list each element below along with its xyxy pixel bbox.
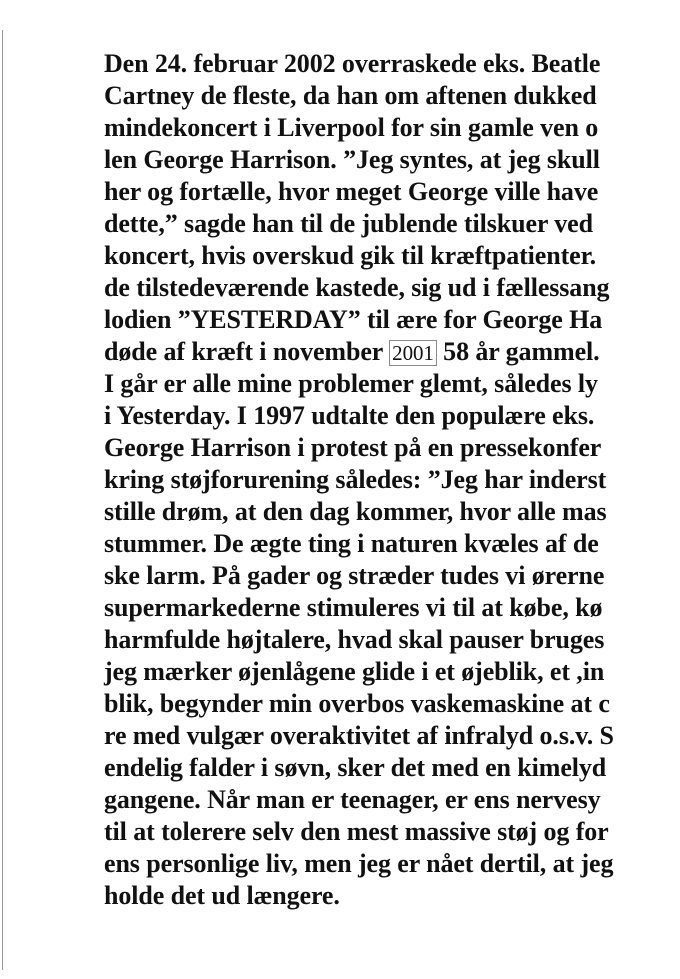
- text-line: i Yesterday. I 1997 udtalte den populære eks.: [104, 401, 595, 430]
- text-line: koncert, hvis overskud gik til kræftpatienter.: [104, 241, 597, 270]
- text-line: mindekoncert i Liverpool for sin gamle ven o: [104, 113, 599, 142]
- text-line: til at tolerere selv den mest massive støj og for: [104, 817, 609, 846]
- text-line: endelig falder i søvn, sker det med en kimelyd: [104, 753, 607, 782]
- text-line: Cartney de fleste, da han om aftenen dukked: [104, 81, 597, 110]
- text-line: gangene. Når man er teenager, er ens nervesy: [104, 785, 601, 814]
- text-line: ske larm. På gader og stræder tudes vi ørerne: [104, 561, 605, 590]
- text-line: Den 24. februar 2002 overraskede eks. Beatle: [104, 49, 601, 78]
- text-line: George Harrison i protest på en pressekonfer: [104, 433, 602, 462]
- scan-edge-line: [2, 30, 3, 970]
- text-line: re med vulgær overaktivitet af infralyd o.s.v. S: [104, 721, 614, 750]
- text-line: ens personlige liv, men jeg er nået dertil, at jeg: [104, 849, 614, 878]
- text-line: jeg mærker øjenlågene glide i et øjeblik, et ,in: [104, 657, 605, 686]
- text-line: stummer. De ægte ting i naturen kvæles af de: [104, 529, 599, 558]
- text-line: lodien ”YESTERDAY” til ære for George Ha: [104, 305, 603, 334]
- text-line-with-year-mark: [104, 336, 614, 368]
- text-line: stille drøm, at den dag kommer, hvor alle mas: [104, 497, 607, 526]
- text-line: dette,” sagde han til de jublende tilskuer ved: [104, 209, 593, 238]
- text-fragment: 58 år gammel.: [436, 337, 600, 366]
- text-line: kring støjforurening således: ”Jeg har inderst: [104, 465, 607, 494]
- text-line: blik, begynder min overbos vaskemaskine at c: [104, 689, 610, 718]
- year-annotation: 2001: [389, 340, 437, 366]
- text-line: harmfulde højtalere, hvad skal pauser bruges: [104, 625, 605, 654]
- text-line: len George Harrison. ”Jeg syntes, at jeg skull: [104, 145, 600, 174]
- text-line: holde det ud længere.: [104, 881, 340, 910]
- text-line: I går er alle mine problemer glemt, således ly: [104, 369, 598, 398]
- text-line: de tilstedeværende kastede, sig ud i fællessang: [104, 273, 610, 302]
- article-text: [104, 48, 614, 912]
- text-fragment: døde af kræft i november: [104, 337, 390, 366]
- text-line: supermarkederne stimuleres vi til at købe, kø: [104, 593, 603, 622]
- text-line: her og fortælle, hvor meget George ville have: [104, 177, 599, 206]
